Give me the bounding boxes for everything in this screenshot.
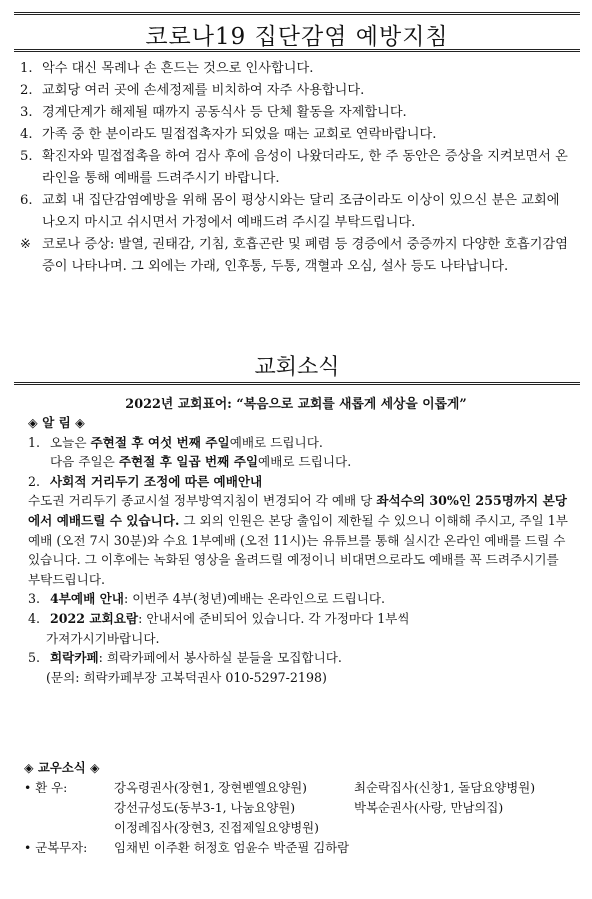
page-title: 코로나19 집단감염 예방지침 <box>145 24 449 50</box>
guideline-item <box>20 102 575 124</box>
sick-row-1: • 환 우: 강옥령권사(장현1, 장현벧엘요양원) 최순락집사(신창1, 돌담요양병원) <box>24 778 576 798</box>
guideline-item <box>20 124 575 146</box>
sick-row-3: 이정례집사(장현3, 진접제일요양병원) <box>114 820 319 835</box>
guideline-text: 교회 내 집단감염예방을 위해 몸이 평상시와는 달리 조금이라도 이상이 있으신 분은 교회에 나오지 마시고 쉬시면서 가정에서 예배드려 주시길 부탁드립니다. <box>42 193 560 230</box>
notice-item-2: 2. 사회적 거리두기 조정에 따른 예배안내 <box>28 473 263 489</box>
notice-item-5-contact: (문의: 희락카페부장 고복덕권사 010-5297-2198) <box>46 669 327 685</box>
notice-header: ◈ 알 림 ◈ <box>28 415 85 430</box>
guideline-text: 악수 대신 목례나 손 흔드는 것으로 인사합니다. <box>42 61 314 76</box>
member-news <box>24 758 576 858</box>
notice-item-5: 5. 희락카페: 희락카페에서 봉사하실 분들을 모집합니다. <box>28 650 342 666</box>
notice-item-3: 3. 4부예배 안내: 이번주 4부(청년)예배는 온라인으로 드립니다. <box>28 591 386 607</box>
guideline-number: 5. <box>20 149 33 164</box>
guideline-number: ※ <box>20 237 32 252</box>
notice-item-2-body: 수도권 거리두기 종교시설 정부방역지침이 변경되어 각 예배 당 좌석수의 30%인 255명까지 본당에서 예배드릴 수 있습니다. 그 외의 인원은 본당 출입이 제한될 수 있으니 이해해 주시고, 주일 1부예배 (오전 7시 30분)와 수요 1부예배 (오전 11시)는 유튜브를 통해 실시간 온라인 예배를 드릴 수 있습니다. 그 이후에는 녹화된 영상을 올려드릴 예정이니 비대면으로라도 예배를 꼭 드려주시기를 부탁드립니다. <box>28 493 568 587</box>
notice-item-4: 4. 2022 교회요람: 안내서에 준비되어 있습니다. 각 가정마다 1부씩 <box>28 610 410 626</box>
guideline-text: 확진자와 밀접접촉을 하여 검사 후에 음성이 나왔더라도, 한 주 동안은 증상을 지켜보면서 온라인을 통해 예배를 드려주시기 바랍니다. <box>42 149 568 186</box>
news-section-title: 교회소식 <box>254 355 340 380</box>
guideline-number: 6. <box>20 193 33 208</box>
guideline-number: 3. <box>20 105 33 120</box>
guideline-number: 1. <box>20 61 33 76</box>
guideline-item <box>20 234 575 278</box>
guideline-item <box>20 146 575 190</box>
guideline-item <box>20 80 575 102</box>
guideline-text: 가족 중 한 분이라도 밀접접촉자가 되었을 때는 교회로 연락바랍니다. <box>42 127 437 142</box>
military-label: • 군복무자: <box>24 840 88 855</box>
guideline-number: 2. <box>20 83 33 98</box>
notice-item-1: 1. 오늘은 주현절 후 여섯 번째 주일예배로 드립니다. 다음 주일은 주현절 후 일곱 번째 주일예배로 드립니다. <box>28 434 352 470</box>
notice-block <box>28 413 568 687</box>
guideline-item <box>20 58 575 80</box>
guideline-text: 경계단계가 해제될 때까지 공동식사 등 단체 활동을 자제합니다. <box>42 105 407 120</box>
church-motto: 2022년 교회표어: “복음으로 교회를 새롭게 세상을 이롭게” <box>125 397 467 412</box>
guideline-list <box>20 58 575 278</box>
guideline-number: 4. <box>20 127 33 142</box>
guideline-text: 교회당 여러 곳에 손세정제를 비치하여 자주 사용합니다. <box>42 83 365 98</box>
sick-label: • 환 우: <box>24 780 68 795</box>
guideline-text: 코로나 증상: 발열, 권태감, 기침, 호흡곤란 및 폐렴 등 경증에서 중증까지 다양한 호흡기감염증이 나타나며. 그 외에는 가래, 인후통, 두통, 객혈과 오심, 설사 등도 나타납니다. <box>42 237 568 274</box>
notice-item-4-cont: 가져가시기바랍니다. <box>46 630 160 646</box>
military-row: • 군복무자: 임채빈 이주환 허정호 엄윤수 박준필 김하람 <box>24 838 576 858</box>
member-news-header: ◈ 교우소식 ◈ <box>24 760 100 775</box>
news-section-banner <box>14 352 580 385</box>
sick-row-2: 강선규성도(동부3-1, 나눔요양원) 박복순권사(사랑, 만남의집) <box>114 800 504 815</box>
guideline-item <box>20 190 575 234</box>
title-banner <box>14 12 580 52</box>
